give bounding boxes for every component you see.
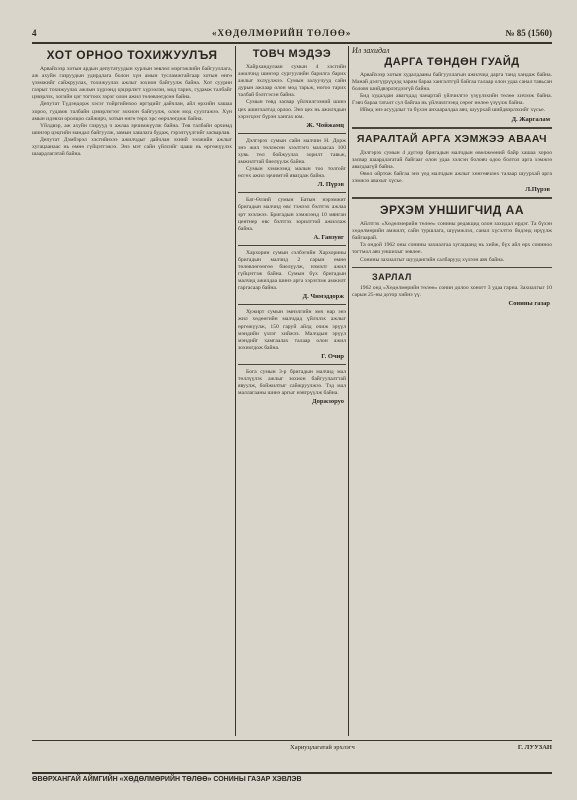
page-header <box>32 26 552 40</box>
headline: ДАРГА ТӨНДӨН ГУАЙД <box>384 56 520 68</box>
article-body <box>352 150 552 185</box>
article-body <box>238 138 346 181</box>
paragraph: Бид худалдан авагчдад чанартай үйлчилгээ үзүүлэхийн төлөө хичээж байна. Гэвч бараа таталт сул байгаа нь үйлчилгээнд сөрөг нөлөө үзүүлж байна. <box>352 93 552 107</box>
headline: ЗАРЛАЛ <box>372 271 412 282</box>
divider <box>352 267 552 268</box>
editor-name: Г. ЛУУЗАН <box>517 744 552 751</box>
paragraph: Бат-Өлзий сумын Батын нэрэмжит бригадын малчид өвс тэжээл бэлтгэх ажлаа эрт эхэлжээ. Бригадын хэмжээнд 10 мянган центнер өвс бэлтгэх зорилттой ажиллаж байна. <box>238 197 346 232</box>
author-signature: Л. Пүрэв <box>317 181 344 189</box>
divider <box>238 192 346 193</box>
paragraph: Өвөл ойртож байгаа энэ үед малчдын ажлыг хөнгөвчлөх талаар шуурхай арга хэмжээ авахыг хүсье. <box>352 170 552 184</box>
article-body <box>238 369 346 397</box>
paragraph: Арвайхээр хотын худалдааны байгууллагын ажилчид дарга танд хандаж байна. Манай дэлгүүрүүдэд зарим бараа хангалтгүй байгаа талаар олон удаа санал тавьсан боловч шийдвэрлэгдээгүй байна. <box>352 72 552 93</box>
news-briefs <box>238 46 346 736</box>
paragraph: Сонины захиалгыг шуудангийн салбарууд хүлээн авч байна. <box>360 256 505 263</box>
paragraph: Та ондой 1962 оны сонины захиалгаа хугацаанд нь хийж, бүх айл өрх сониноо тогтмол авч уншихыг зөвлөе. <box>352 242 552 256</box>
paragraph: Үйлдвэр, аж ахуйн газрууд ч ажлаа эрчимжүүлж байна. Төв талбайн орчимд шинээр цэцгийн мандал байгуулж, замын хашлага будаж, гэрэлтүүлгийг засварлав. <box>32 122 232 136</box>
author-signature: Л.Пүрэв <box>525 186 550 194</box>
article-body <box>352 221 552 264</box>
author-signature: Д. Жаргалам <box>511 115 550 123</box>
footer-rule <box>32 772 552 774</box>
headline: ЯАРАЛТАЙ АРГА ХЭМЖЭЭ АВААЧ <box>356 132 548 145</box>
divider <box>238 364 346 365</box>
right-column <box>352 46 552 736</box>
divider <box>352 197 552 199</box>
divider <box>352 127 552 129</box>
paragraph: Дэлгэрэх сумын сайн малчин Н. Дорж энэ жил төллөсөн хээлтэгч малаасаа 100 хувь төл бойжуулах зорилт тавьж, амжилттай биелүүлж байна. <box>238 137 346 166</box>
article-body <box>32 66 232 158</box>
paragraph: Дэлгэрэх сумын 4 дүгээр бригадын малчдын өвөлжөөний байр хашаа хороо засвар шаардлагатай байгааг олон удаа хэлсэн боловч одоо болтол арга хэмжээ авагдаагүй байна. <box>352 149 552 170</box>
publisher-line: ӨВӨРХАНГАЙ АЙМГИЙН «ХӨДӨЛМӨРИЙН ТӨЛӨӨ» СОНИНЫ ГАЗАР ХЭВЛЭВ <box>32 776 302 783</box>
author-signature: Д. Чимэддорж <box>302 293 344 301</box>
article-body <box>352 72 552 115</box>
article-body <box>238 309 346 352</box>
paragraph: Иймд энэ асуудлыг та бүхэн анхааралдаа авч, шуурхай шийдвэрлэхийг хүсье. <box>360 107 545 114</box>
author-signature: А. Ганзуяг <box>313 233 344 241</box>
bottom-rule <box>32 740 552 741</box>
paragraph: Сумын төвд засвар үйлчилгээний шинэ цех ашиглалтад орлоо. Энэ цех нь ажилчдын хэрэгцээг бүрэн хангах юм. <box>238 99 346 120</box>
paragraph: Арвайхээр хотын ардын депутатуудын хурлын зөвлөл мэргэжлийн байгууллага, аж ахуйн газруудын удирдлага болон хүн амын тусламжтайгаар хотын өнгө үзэмжийг сайжруулах, тохижуулах ажлыг зохион байгуулж байна. Хот суурин газрыг тохижуулах ажлын хүрээнд цэцэрлэгт хүрээлэн, мод тарих, гудамж талбайг цэвэрлэх, хогийн цэг тогтоох зэрэг олон ажил төлөвлөгдсөн байна. <box>32 66 232 101</box>
page-number: 4 <box>32 28 37 38</box>
headline: ТОВЧ МЭДЭЭ <box>252 48 332 60</box>
editor-line <box>290 744 552 751</box>
editor-label: Хариуцлагатай эрхлэгч <box>290 744 355 751</box>
divider <box>238 133 346 134</box>
author-signature: Г. Очир <box>321 352 344 360</box>
headline: ЭРХЭМ УНШИГЧИД АА <box>379 203 525 218</box>
author-signature: Сонины газар <box>508 299 550 307</box>
divider <box>238 304 346 305</box>
issue-number: № 85 (1560) <box>505 28 552 38</box>
paragraph: Хужирт сумын эмнэлгийн эмч нар энэ жил хөдөөгийн малчдад үйлчлэх ажлыг өргөжүүлж, 150 гаруй айлд очиж эрүүл мэндийн үзлэг хийжээ. Малчдын эрүүл мэндийг хамгаалах талаар олон ажил зохиогдож байна. <box>238 309 346 351</box>
newspaper-title: «ХӨДӨЛМӨРИЙН ТӨЛӨӨ» <box>212 28 352 38</box>
paragraph: Депутат Дэмбэрэл хэсгийнхээ ажилчдыг дайчлан эхний ээлжийн ажлыг хугацаанаас нь өмнө гүйцэтгэжээ. Энэ мэт сайн үйлсийг цааш нь өргөжүүлэх шаардлагатай байна. <box>32 136 232 158</box>
header-rule <box>32 42 552 44</box>
article-city-improvement <box>32 46 232 736</box>
paragraph: Депутат Түдэндорж хэсэг тойргийнхоо иргэдийг дайчлан, айл өрхийн хашаа хороо, гудамж талбайн цэвэрлэгээг зохион байгуулж, олон мод суулгажээ. Хүн амын идэвхи оролцоо сайжирч, хотын өнгө төрх эрс өөрчлөгдөж байна. <box>32 101 232 122</box>
column-divider <box>235 46 236 736</box>
paragraph: Бога сумын 3-р бригадын малчид мал төллүүлэх ажлыг зохион байгуулалттай явуулж, бойжилтыг сайжруулжээ. Тэд мал маллагааны шинэ аргыг нэвтрүүлж байна. <box>238 368 346 397</box>
paragraph: Хайрхандулаан сумын 4 хэсгийн ажилчид шинээр сургуулийн барилга барих ажлыг эхлүүлжээ. Сумын залуучууд сайн дурын ажлаар олон мод тарьж, ногоо тарих талбай бэлтгэсэн байна. <box>238 64 346 99</box>
divider <box>238 245 346 246</box>
paragraph: Айлтгэх «Хөдөлмөрийн төлөө» сонины редакцид олон захидал ирдэг. Та бүхэн хөдөлмөрийн амжилт, сайн туршлага, шүүмжлэл, санал хүсэлтээ бидэнд ирүүлж байгаарай. <box>352 221 552 242</box>
paragraph: 1962 онд «Хөдөлмөрийн төлөө» сонин долоо хоногт 3 удаа гарна. Захиалгыг 10 сарын 25-ны дотор хийнэ үү. <box>352 284 552 298</box>
article-body <box>238 197 346 232</box>
paragraph: Хархорин сумын сэлбэгийн Хархорины бригадын малчид 2 сарын өмнө төлөвлөгөөгөө биелүүлж, нэмэлт ажил гүйцэтгэж байна. Сумын бүх бригадын малчид ажилдаа шинэ арга хэрэглэж амжилт гаргасаар байна. <box>238 249 346 292</box>
article-body <box>238 250 346 293</box>
kicker: Ил захидал <box>352 46 390 55</box>
headline: ХОТ ОРНОО ТОХИЖУУЛЪЯ <box>46 48 218 62</box>
notice-body <box>352 285 552 299</box>
paragraph: Сумын хэмжээнд малын тоо толгойг өсгөх ажил эрчимтэй явагдаж байна. <box>238 166 346 180</box>
author-signature: Ж. Чойжамц <box>306 121 344 129</box>
author-signature: Доржзоруо <box>312 398 344 406</box>
article-body <box>238 64 346 121</box>
column-divider <box>348 46 349 736</box>
